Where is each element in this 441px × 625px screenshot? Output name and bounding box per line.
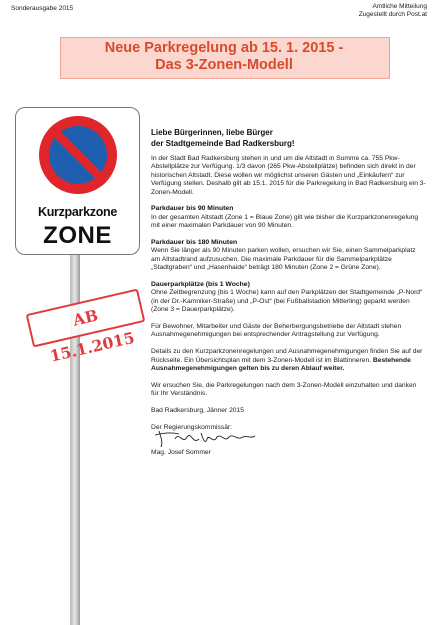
signer-name: Mag. Josef Sommer (151, 449, 211, 457)
title-line-2: Das 3-Zonen-Modell (155, 57, 293, 73)
request-paragraph: Wir ersuchen Sie, die Parkregelungen nach dem 3-Zonen-Modell einzuhalten und danken für Ihr Verständnis. (151, 381, 417, 398)
greeting-line-1: Liebe Bürgerinnen, liebe Bürger (151, 128, 273, 137)
details-paragraph (151, 348, 426, 373)
section-heading-90min: Parkdauer bis 90 Minuten (151, 205, 234, 213)
intro-paragraph: In der Stadt Bad Radkersburg stehen in und um die Altstadt in Summe ca. 755 Pkw-Abstellplätze zur Verfügung. 1/3 davon (265 Pkw-Abstellplätze) befinden sich direkt in der historischen Altstadt. Diese wollen wir möglichst unseren Gästen und „Einkäufern“ zur Verfügung stellen. Deshalb gilt ab 15.1. 2015 für die Parkregelung in Bad Radkersburg ein 3-Zonen-Modell. (151, 155, 426, 196)
section-text-90min: In der gesamten Altstadt (Zone 1 = Blaue Zone) gilt wie bisher die Kurzparkzonenregelung mit einer maximalen Parkdauer von 90 Minuten. (151, 213, 419, 230)
section-text-180min: Wenn Sie länger als 90 Minuten parken wollen, ersuchen wir Sie, einen Sammelparkplatz am Altstadtrand aufzusuchen. Die maximale Parkdauer für die Sammelparkplätze „Stadtgraben“ und „Hasenhaide“ beträgt 180 Minuten (Zone 2 = Grüne Zone). (151, 247, 416, 272)
details-bold-text: Bestehende Ausnahmegenehmigungen gelten bis zu deren Ablauf weiter. (151, 356, 411, 373)
page-title (60, 40, 388, 74)
letter-body (151, 127, 426, 458)
notice-line-2: Zugestellt durch Post.at (358, 11, 427, 18)
official-notice (359, 3, 427, 19)
signer-role: Der Regierungskommissär: (151, 423, 233, 431)
section-text-longterm: Ohne Zeitbegrenzung (bis 1 Woche) kann auf den Parkplätzen der Stadtgemeinde „P-Nord“ (in der Dr.-Kamniker-Straße) und „P-Ost“ (bei Fußballstadion Mitterling) geparkt werden (Zone 3 = Dauerparkplätze). (151, 289, 423, 314)
section-heading-longterm: Dauerparkplätze (bis 1 Woche) (151, 281, 250, 289)
greeting-line-2: der Stadtgemeinde Bad Radkersburg! (151, 139, 295, 148)
date-stamp: AB 15.1.2015 (26, 289, 146, 348)
sign-kurzparkzone: Kurzparkzone (37, 205, 118, 219)
details-text: Details zu den Kurzparkzonenregelungen und Ausnahmegenehmigungen finden Sie auf der Rückseite. Ein Übersichtsplan mit dem 3-Zonen-Modell ist im Blattinneren. (151, 348, 423, 364)
sign-zone: ZONE (43, 222, 112, 249)
parking-sign (15, 107, 140, 255)
section-heading-180min: Parkdauer bis 180 Minuten (151, 239, 238, 247)
greeting (151, 127, 426, 149)
notice-line-1: Amtliche Mitteilung (372, 3, 427, 10)
signature (151, 432, 426, 449)
signature-scribble (151, 427, 261, 449)
title-line-1: Neue Parkregelung ab 15. 1. 2015 - (104, 40, 344, 56)
residents-paragraph: Für Bewohner, Mitarbeiter und Gäste der Beherbergungsbetriebe der Altstadt stehen Ausnahmegenehmigungen bei entsprechender Antragstellung zur Verfügung. (151, 323, 402, 339)
no-parking-icon (36, 113, 120, 197)
place-date: Bad Radkersburg, Jänner 2015 (151, 407, 244, 415)
edition-label: Sonderausgabe 2015 (11, 5, 74, 12)
